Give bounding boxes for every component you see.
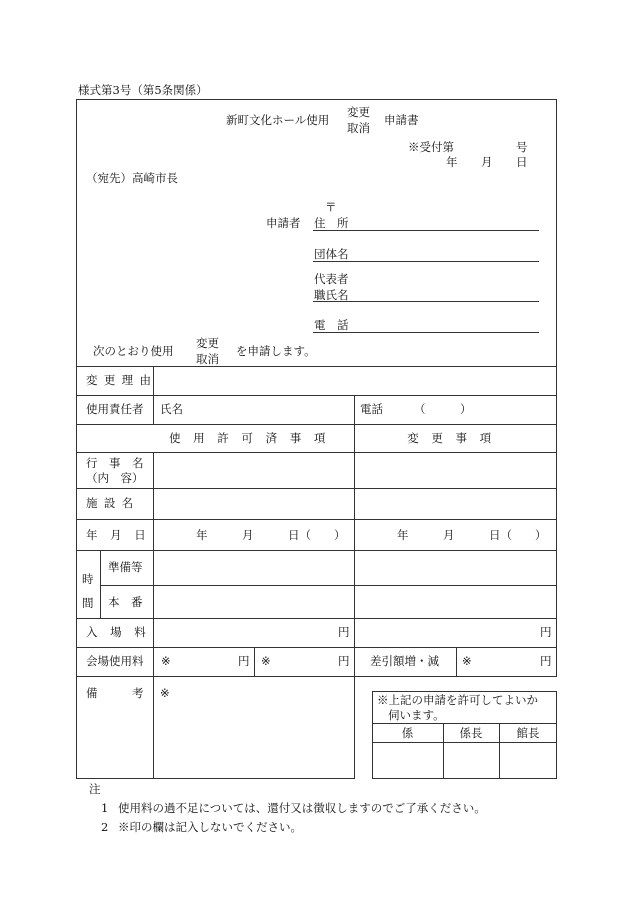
diff-mark: ※	[462, 654, 472, 668]
responsible-phone-paren: （ ）	[414, 402, 472, 416]
remarks-label: 備 考	[86, 686, 144, 700]
remarks-mark: ※	[160, 686, 170, 700]
time-label: 時間	[82, 572, 94, 610]
responsible-label: 使用責任者	[86, 402, 144, 416]
approval-note-1: ※上記の申請を許可してよいか	[377, 693, 538, 707]
venue-fee-mark-1: ※	[161, 654, 171, 668]
group-label: 団体名	[314, 247, 349, 261]
date-permitted: 年 月 日（ ）	[196, 528, 346, 542]
diff-label: 差引額増・減	[370, 654, 439, 668]
venue-fee-yen-1: 円	[238, 654, 250, 668]
applicant-label: 申請者	[266, 216, 301, 230]
approval-col-clerk: 係	[401, 726, 414, 740]
note-2-text: ※印の欄は記入しないでください。	[118, 820, 302, 834]
change-header: 変更事項	[407, 431, 504, 445]
receipt-suffix: 号	[516, 140, 528, 154]
date-year: 年	[446, 155, 458, 169]
title-option-cancel: 取消	[347, 121, 370, 135]
main-label: 本 番	[108, 595, 143, 609]
facility-label: 施設名	[86, 496, 140, 510]
responsible-name-label: 氏名	[160, 402, 183, 416]
change-reason-label: 変更理由	[86, 373, 158, 387]
statement-suffix: を申請します。	[236, 344, 316, 358]
title-option-change: 変更	[347, 105, 370, 119]
approval-note-2: 伺います。	[388, 708, 445, 722]
note-1-text: 使用料の過不足については、還付又は徴収しますのでご了承ください。	[118, 801, 486, 815]
title-prefix: 新町文化ホール使用	[226, 113, 330, 127]
approval-col-chief: 係長	[459, 726, 483, 740]
date-day: 日	[516, 155, 528, 169]
venue-fee-mark-2: ※	[261, 654, 271, 668]
prep-permitted-cell[interactable]	[156, 553, 351, 582]
note-2-num: 2	[101, 820, 109, 834]
event-change-cell[interactable]	[357, 455, 554, 485]
statement-prefix: 次のとおり使用	[93, 344, 174, 358]
main-change-cell[interactable]	[357, 588, 554, 615]
notes-label: 注	[89, 782, 101, 796]
admission-label: 入場料	[86, 625, 159, 639]
facility-change-cell[interactable]	[357, 491, 554, 516]
main-permitted-cell[interactable]	[156, 588, 351, 615]
phone-line[interactable]	[313, 332, 539, 333]
addressee: （宛先）高崎市長	[86, 171, 178, 185]
venue-fee-yen-2: 円	[338, 654, 350, 668]
address-label: 住 所	[314, 216, 349, 230]
diff-yen: 円	[540, 654, 552, 668]
event-label-2: （内 容）	[86, 471, 144, 485]
remarks-cell[interactable]	[175, 700, 351, 776]
facility-permitted-cell[interactable]	[156, 491, 351, 516]
rep-label-2: 職氏名	[314, 288, 349, 302]
note-1-num: 1	[101, 801, 109, 815]
statement-option-change: 変更	[196, 336, 219, 350]
phone-label: 電 話	[314, 318, 349, 332]
statement-option-cancel: 取消	[196, 352, 219, 366]
change-reason-cell[interactable]	[156, 369, 554, 393]
rep-line[interactable]	[313, 301, 539, 302]
admission-permitted-yen: 円	[338, 625, 350, 639]
prep-label: 準備等	[108, 560, 143, 574]
group-line[interactable]	[313, 261, 539, 262]
admission-change-yen: 円	[540, 625, 552, 639]
title-suffix: 申請書	[384, 113, 419, 127]
event-label-1: 行 事 名	[86, 456, 144, 470]
form-number: 様式第3号（第5条関係）	[78, 83, 208, 97]
date-change: 年 月 日（ ）	[397, 528, 547, 542]
prep-change-cell[interactable]	[357, 553, 554, 582]
receipt-label: ※受付第	[408, 140, 454, 154]
rep-label-1: 代表者	[314, 272, 349, 286]
event-permitted-cell[interactable]	[156, 455, 351, 485]
date-label: 年月日	[86, 528, 159, 542]
postal-mark: 〒	[325, 200, 337, 214]
permitted-header: 使用許可済事項	[168, 431, 339, 445]
address-line[interactable]	[313, 230, 539, 231]
responsible-phone-label: 電話	[360, 402, 383, 416]
date-month: 月	[481, 155, 493, 169]
venue-fee-label: 会場使用料	[86, 654, 144, 668]
approval-col-director: 館長	[516, 726, 540, 740]
